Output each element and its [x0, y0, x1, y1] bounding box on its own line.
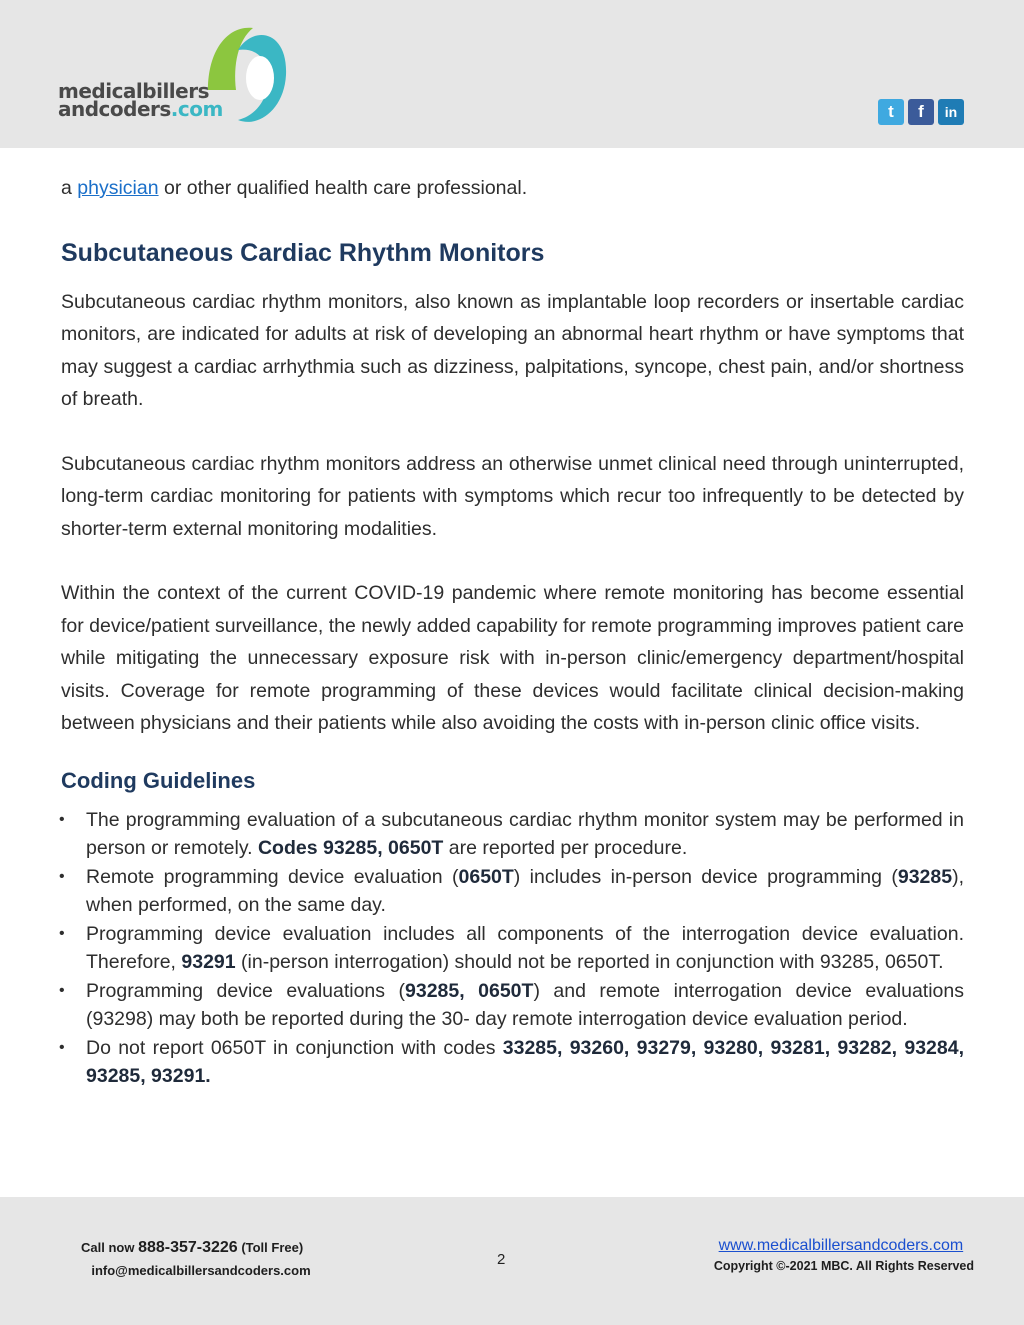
- list-item: • Programming device evaluation includes all components of the interrogation device evaluation. Therefore, 93291 (in-person interrogation) should not be reported in conjunction with 93285, 0650T.: [61, 920, 964, 977]
- logo-wordmark: [58, 79, 223, 121]
- call-prefix: Call now: [81, 1240, 139, 1255]
- bullet-icon: •: [59, 981, 65, 999]
- linkedin-icon[interactable]: in: [938, 99, 964, 125]
- bullet-icon: •: [59, 924, 65, 942]
- paragraph-1: Subcutaneous cardiac rhythm monitors, also known as implantable loop recorders or insertable cardiac monitors, are indicated for adults at risk of developing an abnormal heart rhythm or have symptoms that may suggest a cardiac arrhythmia such as dizziness, palpitations, syncope, chest pain, and/or shortness of breath.: [61, 290, 964, 410]
- company-logo[interactable]: [58, 20, 298, 132]
- footer-site-info: [714, 1237, 974, 1273]
- logo-dotcom: .com: [170, 97, 223, 121]
- facebook-icon[interactable]: f: [908, 99, 934, 125]
- paragraph-3: Within the context of the current COVID-19 pandemic where remote monitoring has become essential for device/patient surveillance, the newly added capability for remote programming improves patient care while mitigating the unnecessary exposure risk with in-person clinic/emergency department/hospital visits. Coverage for remote programming of these devices would facilitate clinical decision-making between physicians and their patients while also avoiding the costs with in-person clinic office visits.: [61, 582, 964, 734]
- toll-free-label: (Toll Free): [237, 1240, 304, 1255]
- bullet-icon: •: [59, 810, 65, 828]
- paragraph-2: Subcutaneous cardiac rhythm monitors address an otherwise unmet clinical need through uninterrupted, long-term cardiac monitoring for patients with symptoms which recur too infrequently to be detected by shorter-term external monitoring modalities.: [61, 452, 964, 540]
- list-item: • The programming evaluation of a subcutaneous cardiac rhythm monitor system may be performed in person or remotely. Codes 93285, 0650T are reported per procedure.: [61, 806, 964, 863]
- website-link[interactable]: www.medicalbillersandcoders.com: [718, 1237, 964, 1254]
- copyright-text: Copyright ©-2021 MBC. All Rights Reserved: [713, 1259, 974, 1273]
- intro-line: [61, 172, 964, 205]
- contact-email[interactable]: info@medicalbillersandcoders.com: [91, 1263, 311, 1278]
- coding-guidelines-list: [61, 806, 964, 1091]
- bullet-icon: •: [59, 1038, 65, 1056]
- social-links: [878, 99, 964, 125]
- logo-line2: andcoders: [58, 97, 171, 121]
- twitter-icon[interactable]: t: [878, 99, 904, 125]
- footer-contact: [81, 1239, 341, 1278]
- list-item: • Programming device evaluations (93285, 0650T) and remote interrogation device evaluations (93298) may both be reported during the 30- day remote interrogation device evaluation period.: [61, 977, 964, 1034]
- phone-number[interactable]: 888-357-3226: [138, 1239, 238, 1256]
- physician-link[interactable]: physician: [77, 177, 159, 199]
- section-title-monitors: Subcutaneous Cardiac Rhythm Monitors: [61, 238, 545, 267]
- section-title-coding: Coding Guidelines: [61, 767, 256, 793]
- bullet-icon: •: [59, 867, 65, 885]
- page-number: 2: [497, 1251, 506, 1268]
- logo-line1: medicalbillers: [58, 79, 209, 103]
- intro-prefix: a: [61, 177, 78, 199]
- main-content: [61, 172, 964, 1091]
- list-item: • Remote programming device evaluation (0650T) includes in-person device programming (93285), when performed, on the same day.: [61, 863, 964, 920]
- intro-suffix: or other qualified health care professional.: [158, 177, 528, 199]
- page-header: [0, 0, 1024, 148]
- page-footer: [0, 1197, 1024, 1325]
- list-item: • Do not report 0650T in conjunction with codes 33285, 93260, 93279, 93280, 93281, 93282, 93284, 93285, 93291.: [61, 1034, 964, 1091]
